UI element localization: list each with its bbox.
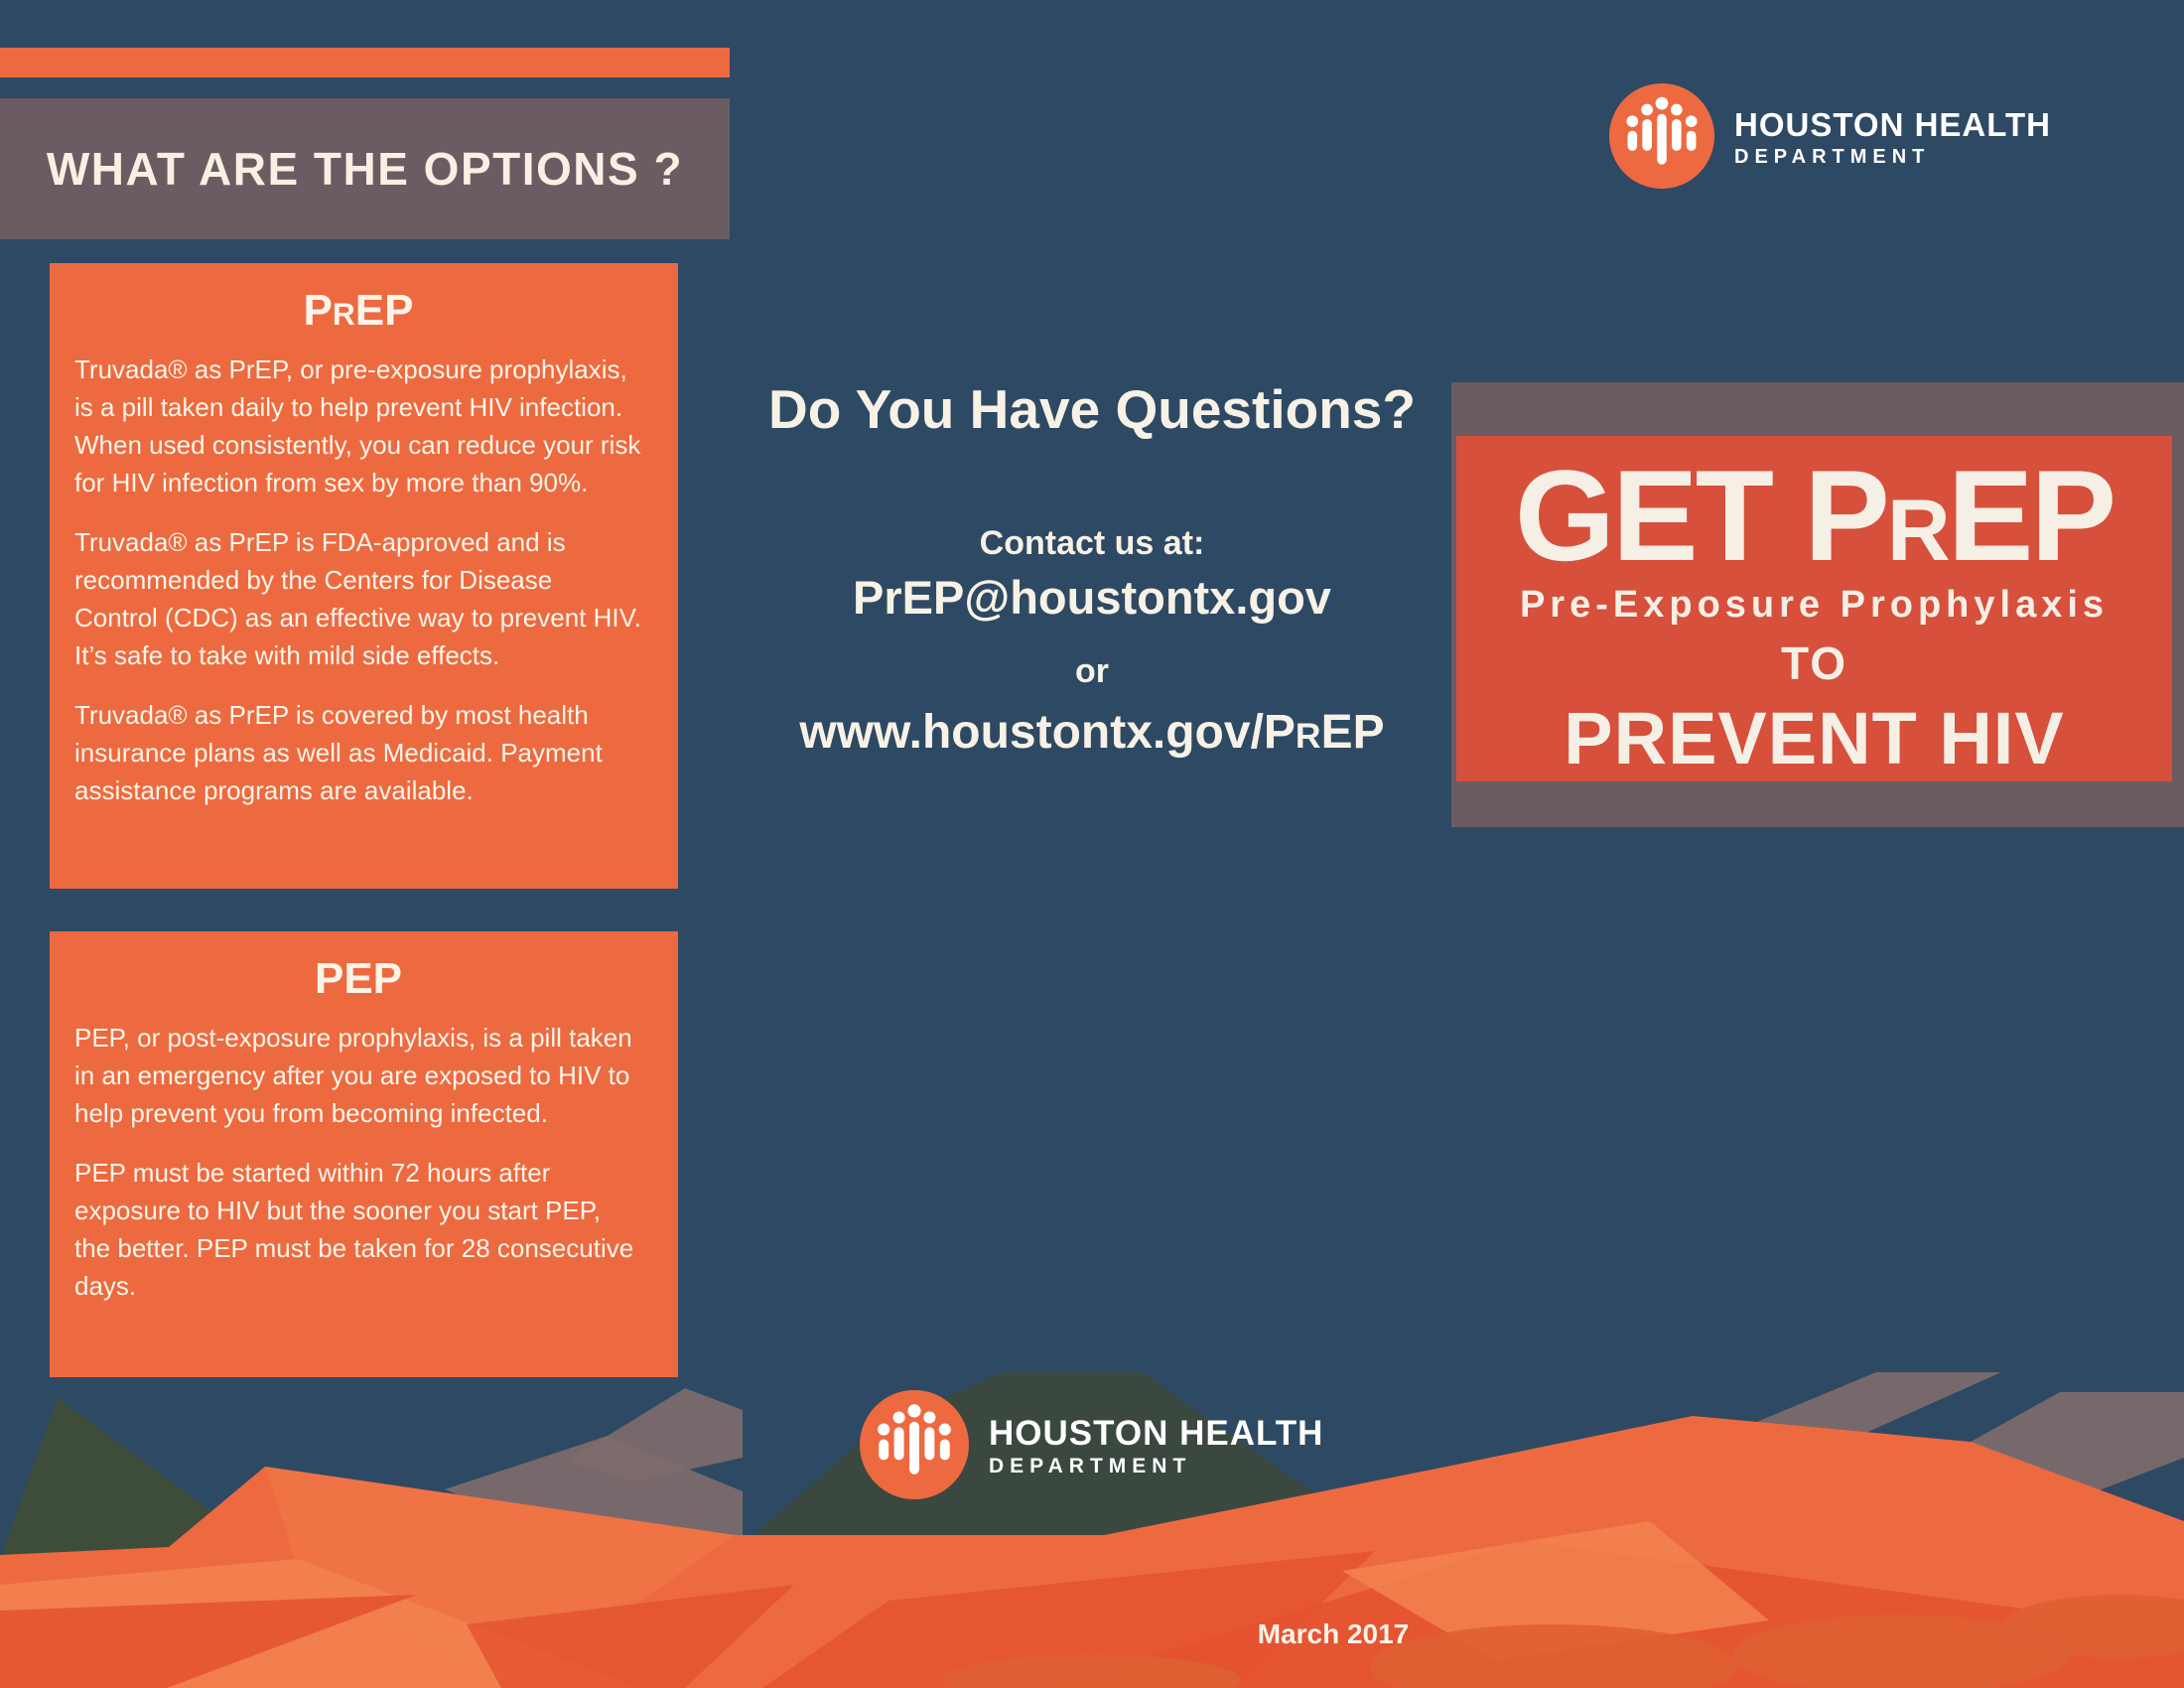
- banner-subtitle: Pre-Exposure Prophylaxis: [1519, 584, 2110, 627]
- houston-health-logo-bottom: [860, 1390, 1323, 1504]
- prep-paragraph-1: Truvada® as PrEP, or pre-exposure prophylaxis, is a pill taken daily to help prevent HIV infection. When used consistently, you can reduce your risk for HIV infection from sex by more than 90%.: [74, 354, 641, 497]
- questions-heading: Do You Have Questions?: [768, 378, 1416, 440]
- options-header: [0, 98, 730, 239]
- banner-to-label: TO: [1780, 637, 1848, 690]
- contact-url: www.houstontx.gov/PREP: [799, 706, 1385, 759]
- contact-label: Contact us at:: [979, 524, 1205, 562]
- banner-title: GET PREP: [1514, 443, 2115, 588]
- logo-name: HOUSTON HEALTH: [1734, 106, 2051, 144]
- top-accent-bar: [0, 48, 730, 77]
- get-prep-banner: [1456, 436, 2172, 781]
- banner-title-smallcap-r: R: [1886, 481, 1948, 579]
- houston-health-people-icon: [1609, 83, 1714, 194]
- logo-subname: DEPARTMENT: [989, 1455, 1192, 1478]
- url-smallcap-r: R: [1295, 716, 1321, 756]
- prep-info-box: [50, 263, 678, 889]
- pep-paragraph-1: PEP, or post-exposure prophylaxis, is a pill taken in an emergency after you are exposed to HIV to help prevent you from becoming infected.: [74, 1023, 632, 1128]
- contact-email: PrEP@houstontx.gov: [853, 571, 1331, 624]
- logo-name: HOUSTON HEALTH: [989, 1413, 1324, 1453]
- options-header-title: WHAT ARE THE OPTIONS ?: [46, 143, 684, 195]
- banner-prevent-label: PREVENT HIV: [1564, 697, 2065, 780]
- prep-paragraph-2: Truvada® as PrEP is FDA-approved and is recommended by the Centers for Disease Control (CDC) as an effective way to prevent HIV. It’s safe to take with mild side effects.: [74, 527, 641, 670]
- date-label: March 2017: [1257, 1618, 1410, 1649]
- pep-info-box: [50, 931, 678, 1377]
- logo-subname: DEPARTMENT: [1734, 145, 1931, 168]
- prep-box-title: PREP: [303, 286, 414, 335]
- prep-title-smallcap-r: R: [332, 296, 355, 332]
- or-label: or: [1075, 652, 1109, 690]
- houston-health-people-icon: [860, 1390, 969, 1504]
- pep-paragraph-2: PEP must be started within 72 hours after exposure to HIV but the sooner you start PEP, the better. PEP must be taken for 28 consecutive days.: [74, 1158, 634, 1301]
- prep-paragraph-3: Truvada® as PrEP is covered by most health insurance plans as well as Medicaid. Payment assistance programs are available.: [74, 700, 603, 805]
- houston-health-logo-top: [1609, 83, 2051, 194]
- pep-box-title: PEP: [314, 954, 403, 1003]
